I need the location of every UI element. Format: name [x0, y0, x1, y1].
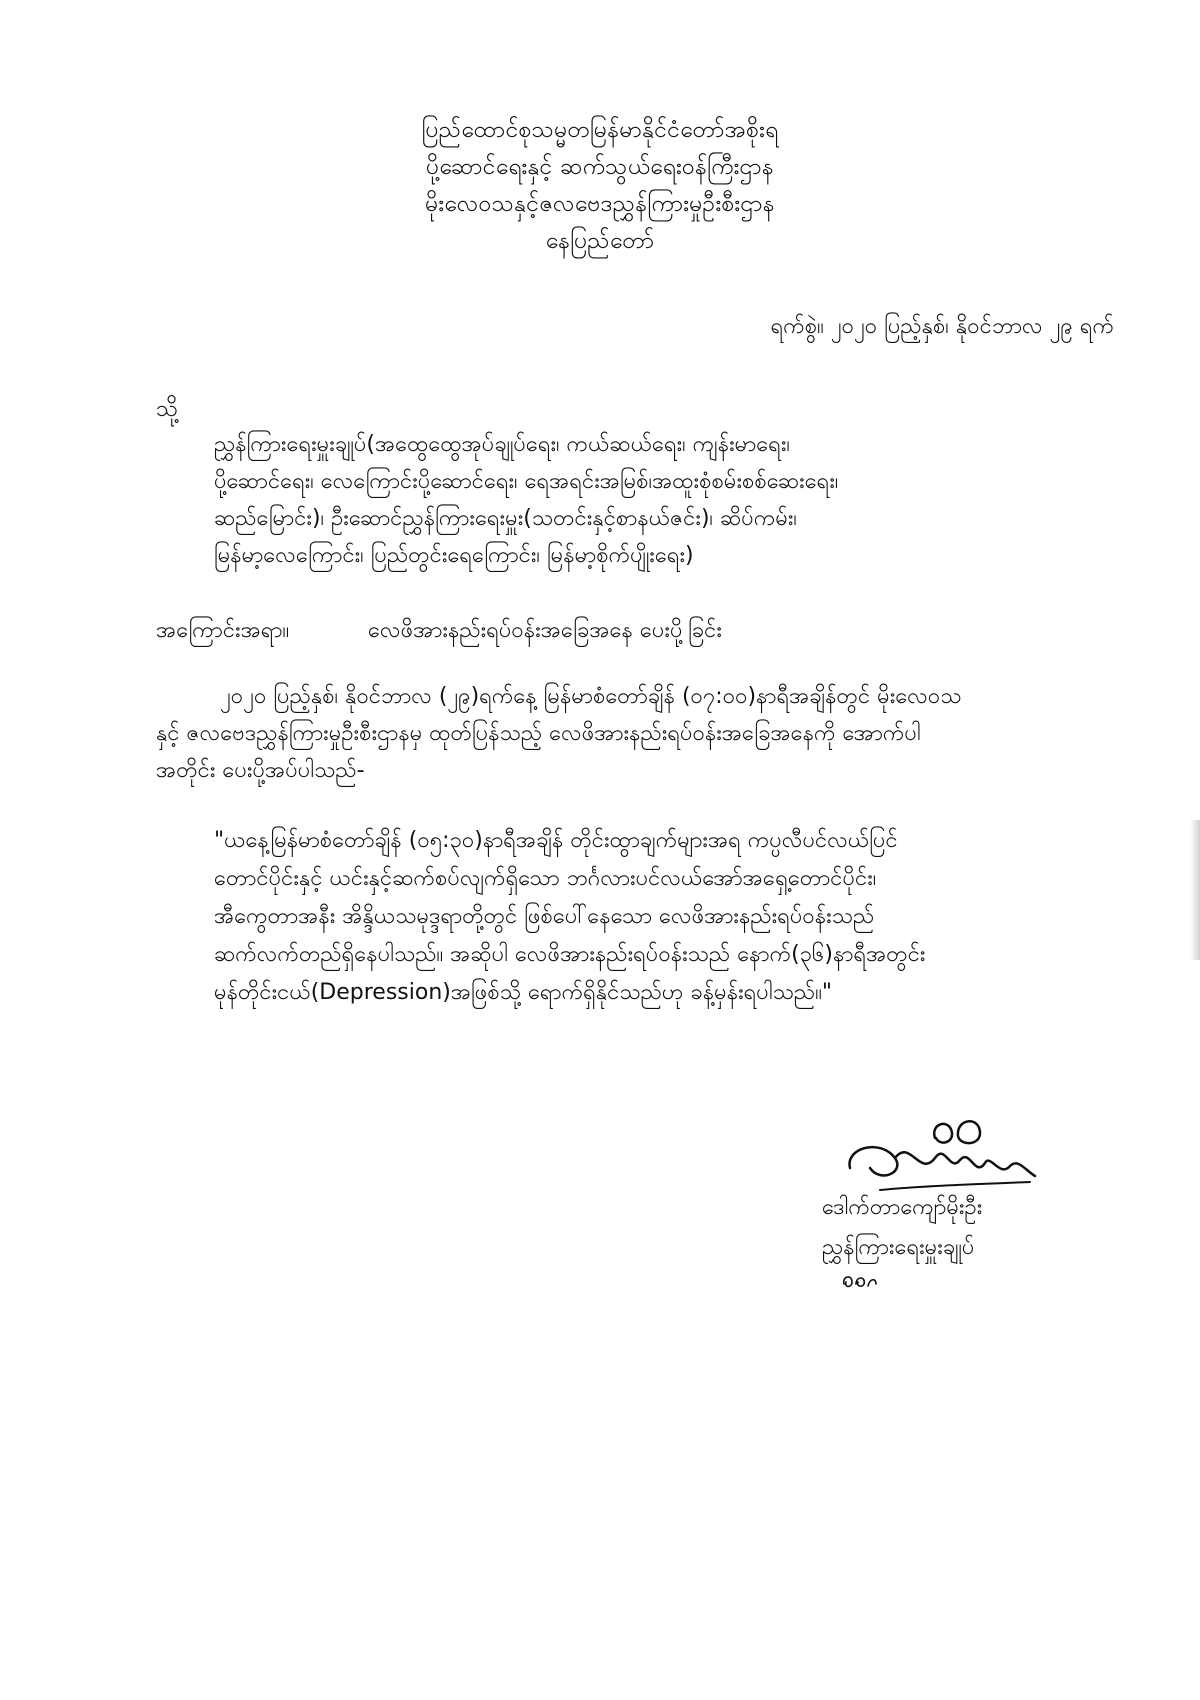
- recipients-line: ညွှန်ကြားရေးမှူးချုပ်(အထွေထွေအုပ်ချုပ်ရေး၊ ကယ်ဆယ်ရေး၊ ကျန်းမာရေး၊: [214, 432, 790, 457]
- letterhead-department: မိုးလေဝသနှင့်ဇလဗေဒညွှန်ကြားမှုဦးစီးဌာန: [425, 191, 775, 217]
- to-label: သို့: [156, 396, 179, 422]
- letter-date: ရက်စွဲ။ ၂၀၂၀ ပြည့်နှစ်၊ နိုဝင်ဘာလ ၂၉ ရက်: [770, 314, 1114, 339]
- forecast-quote: [214, 822, 1094, 1012]
- body-line: နှင့် ဇလဗေဒညွှန်ကြားမှုဦးစီးဌာနမှ ထုတ်ပြန်သည့် လေဖိအားနည်းရပ်ဝန်းအခြေအနေကို အောက်ပါ: [156, 721, 921, 746]
- subject-label: အကြောင်းအရာ။: [156, 618, 290, 643]
- letterhead: [300, 112, 900, 260]
- subject-text: လေဖိအားနည်းရပ်ဝန်းအခြေအနေ ပေးပို့ခြင်း: [368, 618, 722, 643]
- scan-edge-shadow: [1190, 820, 1200, 960]
- quote-line: ဆက်လက်တည်ရှိနေပါသည်။ အဆိုပါ လေဖိအားနည်းရပ်ဝန်းသည် နောက်(၃၆)နာရီအတွင်း: [214, 942, 926, 967]
- signer-name: ဒေါက်တာကျော်မိုးဦး: [822, 1195, 983, 1220]
- quote-line: "ယနေ့မြန်မာစံတော်ချိန် (၀၅:၃၀)နာရီအချိန် တိုင်းထွာချက်များအရ ကပ္ပလီပင်လယ်ပြင်: [214, 828, 898, 853]
- letterhead-ministry: ပို့ဆောင်ရေးနှင့် ဆက်သွယ်ရေးဝန်ကြီးဌာန: [425, 154, 775, 180]
- recipients-block: [214, 426, 1094, 574]
- letterhead-government: ပြည်ထောင်စုသမ္မတမြန်မာနိုင်ငံတော်အစိုးရ: [421, 117, 779, 143]
- quote-line: အီကွေတာအနီး အိန္ဒိယသမုဒ္ဒရာတို့တွင် ဖြစ်ပေါ်နေသော လေဖိအားနည်းရပ်ဝန်းသည်: [214, 904, 875, 929]
- body-paragraph: [156, 678, 1096, 789]
- recipients-line: မြန်မာ့လေကြောင်း၊ ပြည်တွင်းရေကြောင်း၊ မြန်မာ့စိုက်ပျိုးရေး): [214, 543, 694, 568]
- quote-line: မုန်တိုင်းငယ်(Depression)အဖြစ်သို့ ရောက်ရှိနိုင်သည်ဟု ခန့်မှန်းရပါသည်။": [214, 980, 832, 1005]
- handwritten-signature: [840, 1098, 1040, 1198]
- handwritten-initials: [840, 1270, 880, 1292]
- recipients-line: ပို့ဆောင်ရေး၊ လေကြောင်းပို့ဆောင်ရေး၊ ရေအရင်းအမြစ်၊အထူးစုံစမ်းစစ်ဆေးရေး၊: [214, 469, 839, 494]
- recipients-line: ဆည်မြောင်း)၊ ဦးဆောင်ညွှန်ကြားရေးမှူး(သတင်းနှင့်စာနယ်ဇင်း)၊ ဆိပ်ကမ်း၊: [214, 506, 797, 531]
- signer-title: ညွှန်ကြားရေးမှူးချုပ်: [822, 1235, 975, 1260]
- body-line: ၂၀၂၀ ပြည့်နှစ်၊ နိုဝင်ဘာလ (၂၉)ရက်နေ့ မြန်မာစံတော်ချိန် (၀၇:၀၀)နာရီအချိန်တွင် မိုးလေဝသ: [220, 684, 962, 709]
- signer-block: [822, 1188, 1122, 1268]
- subject-line: [156, 614, 1076, 648]
- body-line: အတိုင်း ပေးပို့အပ်ပါသည်-: [156, 758, 365, 783]
- letterhead-city: နေပြည်တော်: [545, 228, 655, 254]
- quote-line: တောင်ပိုင်းနှင့် ယင်းနှင့်ဆက်စပ်လျက်ရှိသော ဘင်္ဂလားပင်လယ်အော်အရှေ့တောင်ပိုင်း၊: [214, 866, 877, 891]
